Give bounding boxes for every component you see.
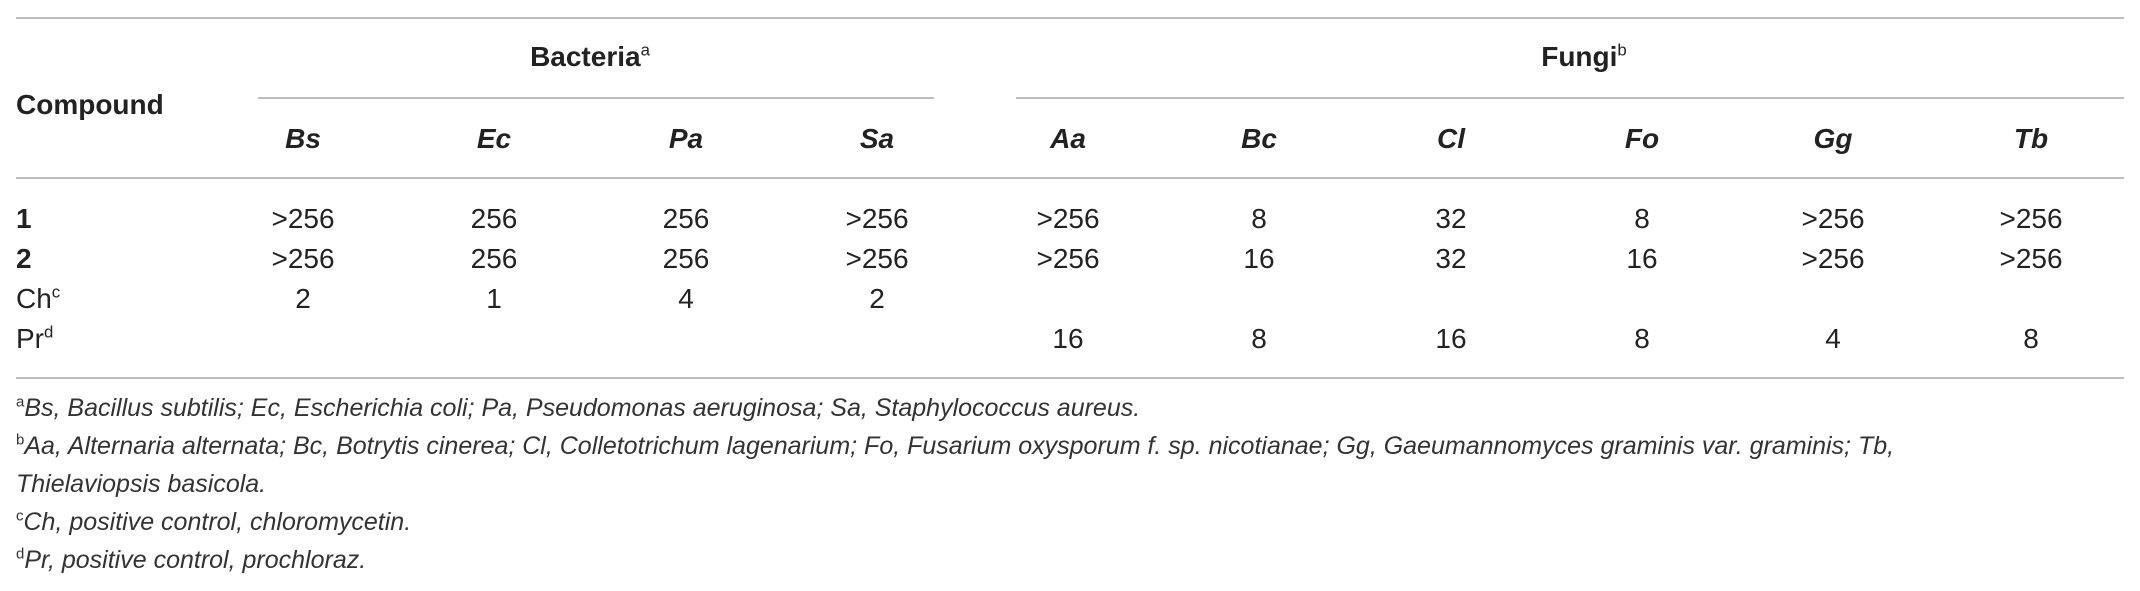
footnote: $^a$Bs, Bacillus subtilis; Ec, Escherichia coli; Pa, Pseudomonas aeruginosa; Sa, Staphylococcus aureus. bbox=[16, 393, 1141, 422]
table-cell: 32 bbox=[1435, 203, 1467, 234]
column-header-cl: Cl bbox=[1437, 123, 1465, 154]
table-cell: >256 bbox=[845, 243, 909, 274]
fungi-header: Fungi$^b$ bbox=[1541, 40, 1627, 72]
footnote: $^b$Aa, Alternaria alternata; Bc, Botrytis cinerea; Cl, Colletotrichum lagenarium; Fo, Fusarium oxysporum f. sp. nicotianae; Gg, Gaeumannomyces graminis var. graminis; Tb, bbox=[16, 431, 1895, 460]
column-header-aa: Aa bbox=[1050, 123, 1086, 154]
table-bottom-rule bbox=[16, 377, 2124, 379]
column-header-bs: Bs bbox=[285, 123, 321, 154]
table-cell: >256 bbox=[271, 243, 335, 274]
header-bottom-rule bbox=[16, 177, 2124, 179]
table-cell: 8 bbox=[1634, 323, 1650, 354]
table-cell: >256 bbox=[271, 203, 335, 234]
table-cell: 1 bbox=[486, 283, 502, 314]
row-label: Ch$^c$ bbox=[16, 282, 61, 314]
table-cell: 2 bbox=[295, 283, 311, 314]
table-cell: 256 bbox=[470, 203, 518, 234]
table-cell: 8 bbox=[1251, 203, 1267, 234]
table-cell: >256 bbox=[1036, 203, 1100, 234]
compound-header: Compound bbox=[16, 89, 164, 120]
column-header-bc: Bc bbox=[1241, 123, 1277, 154]
table-cell: 256 bbox=[662, 203, 710, 234]
row-label: Pr$^d$ bbox=[16, 322, 54, 354]
column-header-pa: Pa bbox=[668, 123, 704, 154]
footnote: $^d$Pr, positive control, prochloraz. bbox=[16, 545, 367, 574]
table-cell: >256 bbox=[845, 203, 909, 234]
fungi-group-rule bbox=[1016, 97, 2124, 99]
table-cell: >256 bbox=[1801, 203, 1865, 234]
table-cell: 16 bbox=[1243, 243, 1275, 274]
table-cell: 16 bbox=[1435, 323, 1467, 354]
row-label: 1 bbox=[16, 203, 32, 234]
table-cell: 2 bbox=[869, 283, 885, 314]
column-header-ec: Ec bbox=[476, 123, 512, 154]
table-cell: 8 bbox=[1634, 203, 1650, 234]
column-header-tb: Tb bbox=[2013, 123, 2049, 154]
column-header-sa: Sa bbox=[859, 123, 895, 154]
column-header-fo: Fo bbox=[1624, 123, 1660, 154]
row-label: 2 bbox=[16, 243, 32, 274]
table-cell: >256 bbox=[1036, 243, 1100, 274]
bacteria-header: Bacteria$^a$ bbox=[530, 40, 650, 72]
table-cell: 8 bbox=[1251, 323, 1267, 354]
table-cell: 256 bbox=[662, 243, 710, 274]
table-cell: >256 bbox=[1999, 203, 2063, 234]
table-cell: 4 bbox=[1825, 323, 1841, 354]
table-cell: >256 bbox=[1999, 243, 2063, 274]
table-cell: 256 bbox=[470, 243, 518, 274]
table-cell: >256 bbox=[1801, 243, 1865, 274]
table-cell: 16 bbox=[1052, 323, 1084, 354]
table-cell: 16 bbox=[1626, 243, 1658, 274]
table-cell: 4 bbox=[678, 283, 694, 314]
table-top-rule bbox=[16, 17, 2124, 19]
footnote: $^c$Ch, positive control, chloromycetin. bbox=[16, 507, 412, 536]
table-cell: 32 bbox=[1435, 243, 1467, 274]
table-cell: 8 bbox=[2023, 323, 2039, 354]
column-header-gg: Gg bbox=[1813, 123, 1853, 154]
bacteria-group-rule bbox=[258, 97, 934, 99]
footnote: Thielaviopsis basicola. bbox=[16, 470, 267, 498]
